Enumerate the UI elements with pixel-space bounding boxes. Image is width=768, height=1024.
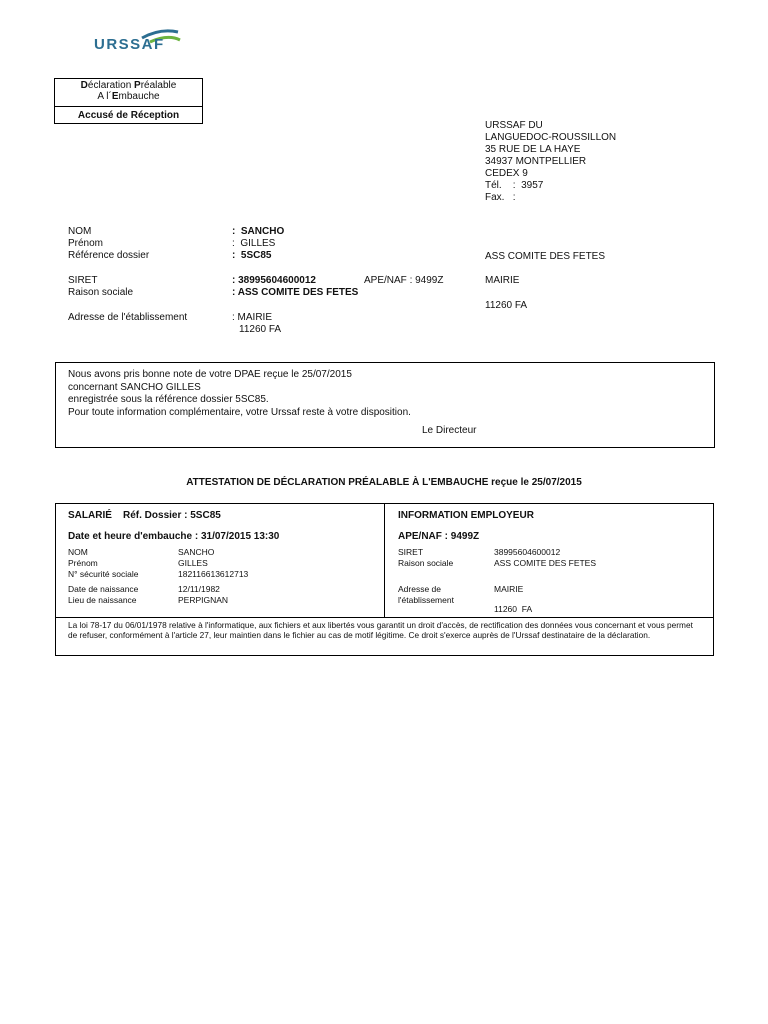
address-line: Tél. : 3957 (485, 180, 544, 191)
siret-value: : 38995604600012 (232, 275, 316, 286)
address-line: 34937 MONTPELLIER (485, 156, 587, 167)
attestation-title: ATTESTATION DE DÉCLARATION PRÉALABLE À L'EMBAUCHE reçue le 25/07/2015 (186, 477, 582, 488)
name-label: NOM (68, 226, 92, 237)
urssaf-logo (80, 28, 190, 68)
dpae-title-line2: A l´Embauche (97, 91, 160, 102)
mail-address-line: ASS COMITE DES FETES (485, 251, 606, 262)
notice-line: enregistrée sous la référence dossier 5SC85. (68, 394, 269, 405)
employer-row-label: SIRET (398, 547, 424, 557)
salarie-row-value: SANCHO (178, 547, 215, 557)
employer-row-value: 38995604600012 (494, 547, 561, 557)
attestation-table (55, 503, 714, 656)
employer-address-label: l'établissement (398, 595, 454, 605)
raison-label: Raison sociale (68, 287, 134, 298)
logo-text: URSSAF (94, 36, 165, 53)
urssaf-address (485, 120, 616, 204)
dpae-header-box (54, 78, 203, 124)
notice-line: concernant SANCHO GILLES (68, 381, 201, 393)
salarie-row-value: GILLES (178, 558, 208, 568)
address-line: LANGUEDOC-ROUSSILLON (485, 132, 617, 143)
employer-address-value: MAIRIE (494, 584, 524, 594)
dpae-ack-label: Accusé de Réception (55, 106, 202, 121)
address-line1: : MAIRIE (232, 312, 273, 323)
firstname-value: : GILLES (232, 238, 276, 249)
salarie-row-label: Lieu de naissance (68, 595, 137, 605)
address-line: URSSAF DU (485, 120, 543, 131)
employer-ape: APE/NAF : 9499Z (398, 531, 480, 542)
address-line2: 11260 FA (239, 324, 282, 335)
siret-label: SIRET (68, 275, 98, 286)
firstname-label: Prénom (68, 238, 104, 249)
dpae-title-line1: Déclaration Préalable (80, 80, 177, 91)
salarie-row-label: N° sécurité sociale (68, 569, 139, 579)
salarie-row-label: NOM (68, 547, 88, 557)
salarie-row-value: 12/11/1982 (178, 584, 220, 594)
employer-row-label: Raison sociale (398, 558, 454, 568)
salarie-row-value: PERPIGNAN (178, 595, 229, 605)
address-line: Fax. : (485, 192, 516, 203)
notice-text (68, 369, 411, 419)
employer-header: INFORMATION EMPLOYEUR (398, 510, 534, 521)
raison-value: : ASS COMITE DES FETES (232, 287, 359, 298)
salarie-row-value: 182116613612713 (178, 569, 249, 579)
notice-line: Nous avons pris bonne note de votre DPAE reçue le 25/07/2015 (68, 369, 352, 380)
ref-value: : 5SC85 (232, 250, 272, 261)
mail-address-line: MAIRIE (485, 275, 520, 286)
name-value: : SANCHO (232, 226, 285, 237)
employer-address-value: 11260 FA (494, 604, 533, 614)
notice-box (55, 362, 715, 448)
salarie-header: SALARIÉ Réf. Dossier : 5SC85 (68, 510, 221, 521)
employer-address-label: Adresse de (398, 584, 441, 594)
signature: Le Directeur (422, 425, 477, 436)
hire-date: Date et heure d'embauche : 31/07/2015 13:30 (68, 531, 280, 542)
law-notice: La loi 78-17 du 06/01/1978 relative à l'informatique, aux fichiers et aux libertés vous garantit un droit d'accès, de rectification des données vous concernant et vous permet de refuser, conformément à l'article 27, leur maintien dans le fichier au cas de motif légitime. Ce droit s'exerce auprès de l'Urssaf destinataire de la déclaration. (68, 620, 693, 640)
ape-value: APE/NAF : 9499Z (364, 275, 444, 286)
column-divider (384, 504, 385, 617)
address-line: CEDEX 9 (485, 168, 528, 179)
row-divider (56, 617, 713, 618)
salarie-row-label: Prénom (68, 558, 98, 568)
ref-label: Référence dossier (68, 250, 150, 261)
address-line: 35 RUE DE LA HAYE (485, 144, 581, 155)
employer-row-value: ASS COMITE DES FETES (494, 558, 597, 568)
notice-line: Pour toute information complémentaire, votre Urssaf reste à votre disposition. (68, 406, 411, 418)
mail-address-line: 11260 FA (485, 300, 528, 311)
address-label: Adresse de l'établissement (68, 312, 188, 323)
salarie-row-label: Date de naissance (68, 584, 139, 594)
